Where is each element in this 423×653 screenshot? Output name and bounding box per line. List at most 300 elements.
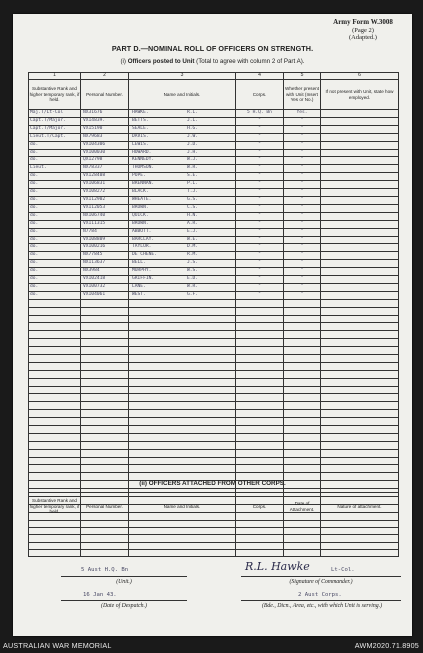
empty-cell xyxy=(129,362,236,370)
empty-cell xyxy=(129,535,236,542)
name-cell xyxy=(129,110,236,118)
empty-cell xyxy=(81,457,129,465)
empty-cell xyxy=(129,410,236,418)
empty-cell xyxy=(29,410,81,418)
empty-cell xyxy=(129,457,236,465)
name-cell xyxy=(129,244,236,252)
empty-cell xyxy=(236,535,284,542)
column-header-4: Corps. xyxy=(236,80,284,110)
table-row xyxy=(29,347,399,355)
attached-column-header-5: Date of Attachment. xyxy=(284,493,321,521)
employment-cell xyxy=(321,141,399,149)
empty-cell xyxy=(236,354,284,362)
present-cell: " xyxy=(284,196,321,204)
empty-cell xyxy=(129,331,236,339)
rank-cell: Lieut. xyxy=(29,165,81,173)
empty-cell xyxy=(81,465,129,473)
section2-title: (ii) OFFICERS ATTACHED FROM OTHER CORPS. xyxy=(139,480,286,487)
empty-cell xyxy=(29,307,81,315)
name-cell xyxy=(129,268,236,276)
corps-cell: " xyxy=(236,220,284,228)
empty-cell xyxy=(129,315,236,323)
table-row xyxy=(29,236,399,244)
empty-cell xyxy=(81,386,129,394)
personal-number-cell: NX3984 xyxy=(81,268,129,276)
formation-caption: (Bde., Dicn., Area, etc., with which Unit is serving.) xyxy=(261,603,383,609)
attached-table-row xyxy=(29,542,399,549)
empty-cell xyxy=(236,457,284,465)
empty-cell xyxy=(321,386,399,394)
empty-cell xyxy=(236,418,284,426)
surname: WEST. xyxy=(132,291,146,297)
surname: BETTS. xyxy=(132,117,149,123)
empty-cell xyxy=(29,521,81,528)
personal-number-cell: VX100030 xyxy=(81,149,129,157)
personal-number-cell: NX77845 xyxy=(81,252,129,260)
empty-cell xyxy=(81,347,129,355)
table-row xyxy=(29,204,399,212)
corps-cell: " xyxy=(236,228,284,236)
empty-cell xyxy=(129,307,236,315)
empty-cell xyxy=(29,331,81,339)
surname: THOMSON. xyxy=(132,165,155,171)
initials: E.J. xyxy=(187,228,199,234)
table-row xyxy=(29,110,399,118)
empty-cell xyxy=(129,370,236,378)
table-row xyxy=(29,212,399,220)
surname: HOWARD. xyxy=(132,149,152,155)
empty-cell xyxy=(236,426,284,434)
surname: BROWN. xyxy=(132,220,149,226)
despatch-date: 16 Jan 43. xyxy=(83,592,117,598)
personal-number-cell: N7784 xyxy=(81,228,129,236)
rank-cell: do. xyxy=(29,141,81,149)
empty-cell xyxy=(81,402,129,410)
rank-cell: do. xyxy=(29,173,81,181)
empty-cell xyxy=(321,339,399,347)
empty-cell xyxy=(81,410,129,418)
officers-attached-table xyxy=(28,492,399,557)
empty-cell xyxy=(321,521,399,528)
table-row xyxy=(29,449,399,457)
empty-cell xyxy=(236,542,284,549)
table-row xyxy=(29,260,399,268)
corps-cell: 5 H.Q. Bn xyxy=(236,110,284,118)
rank-cell: Capt.T/Major. xyxy=(29,125,81,133)
surname: BLACK. xyxy=(132,189,149,195)
empty-cell xyxy=(81,418,129,426)
empty-cell xyxy=(129,441,236,449)
employment-cell xyxy=(321,133,399,141)
personal-number-cell: VX14839. xyxy=(81,117,129,125)
personal-number-cell: VX128408 xyxy=(81,173,129,181)
empty-cell xyxy=(81,307,129,315)
table-row xyxy=(29,228,399,236)
table-row xyxy=(29,276,399,284)
table-row xyxy=(29,323,399,331)
column-numbers-row xyxy=(29,73,399,80)
empty-cell xyxy=(284,549,321,556)
present-cell: " xyxy=(284,236,321,244)
initials: W.J. xyxy=(187,157,199,163)
empty-cell xyxy=(321,402,399,410)
empty-cell xyxy=(129,347,236,355)
name-cell xyxy=(129,236,236,244)
initials: H.N. xyxy=(187,212,199,218)
corps-cell: " xyxy=(236,117,284,125)
initials: W.R. xyxy=(187,165,199,171)
present-cell: " xyxy=(284,125,321,133)
empty-cell xyxy=(29,426,81,434)
present-cell: " xyxy=(284,268,321,276)
section1-prefix: (i) xyxy=(120,58,126,65)
empty-cell xyxy=(81,542,129,549)
rank-cell: do. xyxy=(29,260,81,268)
initials: A.R. xyxy=(187,220,199,226)
empty-cell xyxy=(129,521,236,528)
personal-number-cell: VX111315 xyxy=(81,220,129,228)
column-header-5: Whether present with Unit (Insert Yes or No.) xyxy=(284,80,321,110)
rank-cell: Lieut.T/Capt. xyxy=(29,133,81,141)
name-cell xyxy=(129,117,236,125)
corps-cell: " xyxy=(236,260,284,268)
empty-cell xyxy=(29,378,81,386)
empty-cell xyxy=(129,323,236,331)
initials: P.L. xyxy=(187,181,199,187)
empty-cell xyxy=(284,362,321,370)
name-cell xyxy=(129,125,236,133)
corps-cell: " xyxy=(236,268,284,276)
present-cell: " xyxy=(284,204,321,212)
despatch-caption: (Date of Despatch.) xyxy=(101,603,147,609)
table-row xyxy=(29,291,399,299)
rank-cell: do. xyxy=(29,220,81,228)
footer-institution: AUSTRALIAN WAR MEMORIAL xyxy=(3,641,112,650)
initials: J.H. xyxy=(187,149,199,155)
column-header-2: Personal Number. xyxy=(81,80,129,110)
empty-cell xyxy=(29,457,81,465)
rank-cell: do. xyxy=(29,157,81,165)
employment-cell xyxy=(321,220,399,228)
initials: G.S. xyxy=(187,196,199,202)
corps-cell: " xyxy=(236,157,284,165)
empty-cell xyxy=(321,441,399,449)
employment-cell xyxy=(321,189,399,197)
column-number-3: 3 xyxy=(129,73,236,80)
employment-cell xyxy=(321,244,399,252)
empty-cell xyxy=(29,362,81,370)
initials: J.W. xyxy=(187,133,199,139)
empty-cell xyxy=(321,457,399,465)
table-row xyxy=(29,252,399,260)
surname: DE CHENE. xyxy=(132,252,157,258)
signature-line xyxy=(241,576,401,577)
surname: KENNEDY. xyxy=(132,157,155,163)
empty-cell xyxy=(29,465,81,473)
formation-value: 2 Aust Corps. xyxy=(298,592,342,598)
footer-accession: AWM2020.71.8905 xyxy=(354,641,419,650)
empty-cell xyxy=(81,354,129,362)
column-headers-row xyxy=(29,80,399,110)
empty-cell xyxy=(129,402,236,410)
personal-number-cell: NX106740 xyxy=(81,212,129,220)
empty-cell xyxy=(129,418,236,426)
empty-cell xyxy=(236,299,284,307)
empty-cell xyxy=(284,370,321,378)
personal-number-cell: VX100732 xyxy=(81,283,129,291)
employment-cell xyxy=(321,149,399,157)
empty-cell xyxy=(284,441,321,449)
unit-line xyxy=(61,576,187,577)
personal-number-cell: VX106831 xyxy=(81,181,129,189)
empty-cell xyxy=(284,378,321,386)
name-cell xyxy=(129,181,236,189)
empty-cell xyxy=(81,394,129,402)
table-row xyxy=(29,244,399,252)
empty-cell xyxy=(284,418,321,426)
empty-cell xyxy=(129,528,236,535)
empty-cell xyxy=(29,549,81,556)
personal-number-cell: NX113637 xyxy=(81,260,129,268)
column-number-4: 4 xyxy=(236,73,284,80)
empty-cell xyxy=(236,402,284,410)
column-header-3: Name and Initials. xyxy=(129,80,236,110)
empty-cell xyxy=(29,433,81,441)
present-cell: " xyxy=(284,157,321,165)
empty-cell xyxy=(236,362,284,370)
name-cell xyxy=(129,228,236,236)
employment-cell xyxy=(321,252,399,260)
name-cell xyxy=(129,189,236,197)
table-row xyxy=(29,354,399,362)
corps-cell: " xyxy=(236,189,284,197)
table-row xyxy=(29,149,399,157)
table-row xyxy=(29,133,399,141)
corps-cell: " xyxy=(236,196,284,204)
surname: SEALE. xyxy=(132,125,149,131)
corps-cell: " xyxy=(236,244,284,252)
empty-cell xyxy=(236,465,284,473)
signature-caption: (Signature of Commander.) xyxy=(289,579,353,585)
empty-cell xyxy=(236,315,284,323)
attached-column-header-6: Nature of attachment. xyxy=(321,493,399,521)
attached-column-header-4: Corps. xyxy=(236,493,284,521)
table-row xyxy=(29,418,399,426)
name-cell xyxy=(129,276,236,284)
present-cell: " xyxy=(284,276,321,284)
corps-cell: " xyxy=(236,212,284,220)
empty-cell xyxy=(321,331,399,339)
initials: W.R. xyxy=(187,283,199,289)
adapted-note: (Adapted.) xyxy=(349,34,377,41)
initials: S.E. xyxy=(187,173,199,179)
empty-cell xyxy=(81,378,129,386)
empty-cell xyxy=(321,354,399,362)
empty-cell xyxy=(321,410,399,418)
empty-cell xyxy=(284,386,321,394)
empty-cell xyxy=(321,299,399,307)
empty-cell xyxy=(284,402,321,410)
present-cell: " xyxy=(284,244,321,252)
empty-cell xyxy=(29,394,81,402)
empty-cell xyxy=(284,521,321,528)
empty-cell xyxy=(129,426,236,434)
personal-number-cell: NX78337 xyxy=(81,165,129,173)
empty-cell xyxy=(284,433,321,441)
section1-bold: Officers posted to Unit xyxy=(127,58,195,65)
rank-cell: do. xyxy=(29,283,81,291)
empty-cell xyxy=(284,299,321,307)
rank-cell: Capt.T/Major. xyxy=(29,117,81,125)
unit-value: 5 Aust H.Q. Bn xyxy=(81,567,129,573)
employment-cell xyxy=(321,228,399,236)
employment-cell xyxy=(321,110,399,118)
page-number: (Page 2) xyxy=(352,26,374,34)
surname: BRENNAN. xyxy=(132,181,155,187)
empty-cell xyxy=(29,528,81,535)
present-cell: " xyxy=(284,189,321,197)
surname: BARCLAY. xyxy=(132,236,155,242)
present-cell: " xyxy=(284,165,321,173)
employment-cell xyxy=(321,181,399,189)
attached-column-header-2: Personal Number. xyxy=(81,493,129,521)
empty-cell xyxy=(284,426,321,434)
empty-cell xyxy=(81,299,129,307)
rank-cell: Maj.T/Lt-Col xyxy=(29,110,81,118)
empty-cell xyxy=(29,323,81,331)
personal-number-cell: VX104061 xyxy=(81,291,129,299)
corps-cell: " xyxy=(236,149,284,157)
part-title: PART D.—NOMINAL ROLL OF OFFICERS ON STRENGTH. xyxy=(111,44,314,53)
present-cell: " xyxy=(284,117,321,125)
employment-cell xyxy=(321,236,399,244)
present-cell: " xyxy=(284,291,321,299)
name-cell xyxy=(129,291,236,299)
empty-cell xyxy=(284,449,321,457)
employment-cell xyxy=(321,173,399,181)
surname: ABBOTT. xyxy=(132,228,152,234)
empty-cell xyxy=(29,370,81,378)
personal-number-cell: NX79683 xyxy=(81,133,129,141)
personal-number-cell: VX112902 xyxy=(81,196,129,204)
empty-cell xyxy=(321,433,399,441)
empty-cell xyxy=(236,549,284,556)
empty-cell xyxy=(236,433,284,441)
empty-cell xyxy=(129,449,236,457)
rank-cell: do. xyxy=(29,181,81,189)
attached-table-row xyxy=(29,549,399,556)
name-cell xyxy=(129,252,236,260)
rank-cell: do. xyxy=(29,228,81,236)
initials: T.J. xyxy=(187,189,199,195)
empty-cell xyxy=(321,528,399,535)
initials: W.E. xyxy=(187,236,199,242)
empty-cell xyxy=(284,307,321,315)
name-cell xyxy=(129,173,236,181)
column-number-1: 1 xyxy=(29,73,81,80)
empty-cell xyxy=(129,549,236,556)
present-cell: " xyxy=(284,220,321,228)
empty-cell xyxy=(321,307,399,315)
empty-cell xyxy=(29,386,81,394)
present-cell: " xyxy=(284,283,321,291)
attached-column-header-3: Name and Initials. xyxy=(129,493,236,521)
personal-number-cell: VX108272 xyxy=(81,189,129,197)
empty-cell xyxy=(284,410,321,418)
rank-cell: do. xyxy=(29,276,81,284)
employment-cell xyxy=(321,283,399,291)
empty-cell xyxy=(81,549,129,556)
name-cell xyxy=(129,157,236,165)
employment-cell xyxy=(321,260,399,268)
empty-cell xyxy=(284,354,321,362)
table-row xyxy=(29,465,399,473)
empty-cell xyxy=(284,323,321,331)
table-row xyxy=(29,394,399,402)
rank-cell: do. xyxy=(29,244,81,252)
empty-cell xyxy=(321,378,399,386)
personal-number-cell: VX108809 xyxy=(81,236,129,244)
attached-table-row xyxy=(29,521,399,528)
empty-cell xyxy=(29,354,81,362)
empty-cell xyxy=(81,528,129,535)
present-cell: " xyxy=(284,260,321,268)
table-row xyxy=(29,362,399,370)
table-row xyxy=(29,441,399,449)
corps-cell: " xyxy=(236,252,284,260)
initials: C.S. xyxy=(187,204,199,210)
empty-cell xyxy=(29,441,81,449)
employment-cell xyxy=(321,157,399,165)
empty-cell xyxy=(236,331,284,339)
empty-cell xyxy=(29,347,81,355)
unit-caption: (Unit.) xyxy=(116,579,132,585)
table-row xyxy=(29,299,399,307)
table-row xyxy=(29,402,399,410)
table-row xyxy=(29,378,399,386)
empty-cell xyxy=(81,339,129,347)
attached-headers-row xyxy=(29,493,399,521)
initials: W.S. xyxy=(187,268,199,274)
employment-cell xyxy=(321,125,399,133)
initials: E.D. xyxy=(187,276,199,282)
rank-cell: do. xyxy=(29,212,81,220)
initials: J.D. xyxy=(187,141,199,147)
empty-cell xyxy=(236,386,284,394)
present-cell: " xyxy=(284,212,321,220)
surname: BELL. xyxy=(132,260,146,266)
empty-cell xyxy=(284,528,321,535)
present-cell: " xyxy=(284,133,321,141)
empty-cell xyxy=(129,354,236,362)
surname: LEWIS. xyxy=(132,141,149,147)
table-row xyxy=(29,283,399,291)
surname: MURPHY. xyxy=(132,268,152,274)
empty-cell xyxy=(81,441,129,449)
empty-cell xyxy=(284,535,321,542)
empty-cell xyxy=(236,323,284,331)
present-cell: " xyxy=(284,141,321,149)
empty-cell xyxy=(321,535,399,542)
table-row xyxy=(29,331,399,339)
present-cell: " xyxy=(284,149,321,157)
name-cell xyxy=(129,220,236,228)
employment-cell xyxy=(321,196,399,204)
corps-cell: " xyxy=(236,165,284,173)
empty-cell xyxy=(29,418,81,426)
attached-column-header-1: Substantive Rank and higher temporary rank, if held. xyxy=(29,493,81,521)
table-row xyxy=(29,370,399,378)
